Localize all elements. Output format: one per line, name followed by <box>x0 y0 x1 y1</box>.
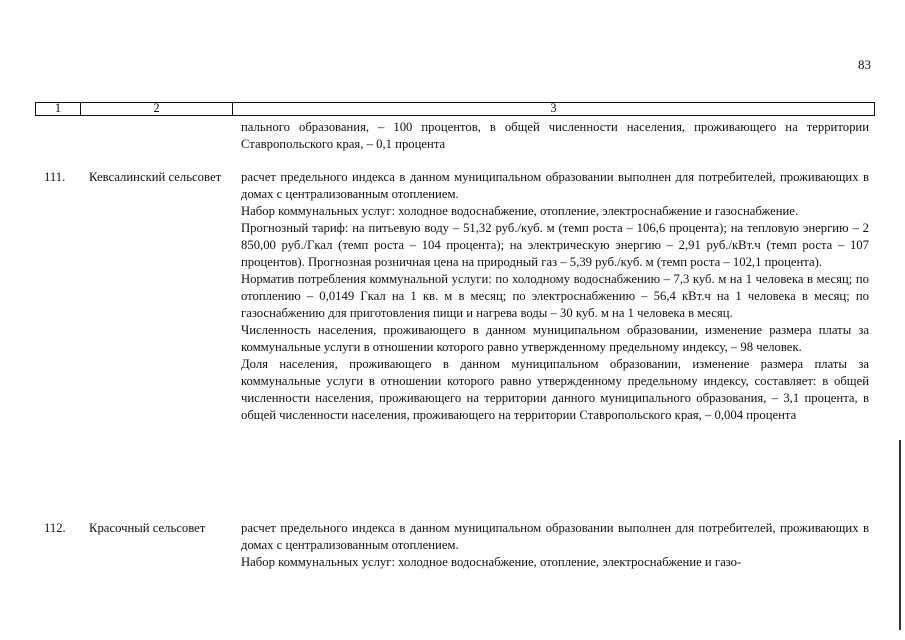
table-header-row <box>35 102 875 116</box>
entry-paragraph: Численность населения, проживающего в данном муниципальном образовании, изменение размера платы за коммунальные услуги в отношении которого равно утвержденному предельному индексу, – 98 человек. <box>241 323 869 354</box>
continuation-paragraph: пального образования, – 100 процентов, в общей численности населения, проживающего на территории Ставропольского края, – 0,1 процента <box>241 120 869 151</box>
entry-paragraph: Набор коммунальных услуг: холодное водоснабжение, отопление, электроснабжение и газоснабжение. <box>241 204 799 218</box>
entry-name: Красочный сельсовет <box>89 521 206 535</box>
entry-text <box>241 169 869 424</box>
entry-number: 112. <box>44 521 66 535</box>
entry-paragraph: Прогнозный тариф: на питьевую воду – 51,32 руб./куб. м (темп роста – 106,6 процента); на тепловую энергию – 2 850,00 руб./Гкал (темп роста – 104 процента); на электрическую энергию – 2,91 руб./кВт.ч (темп роста – 107 процентов). Прогнозная розничная цена на природный газ – 5,39 руб./куб. м (темп роста – 102,1 процента). <box>241 221 869 269</box>
entry-name: Кевсалинский сельсовет <box>89 170 222 184</box>
entry-paragraph: Норматив потребления коммунальной услуги: по холодному водоснабжению – 7,3 куб. м на 1 человека в месяц; по отоплению – 0,0149 Гкал на 1 кв. м в месяц; по электроснабжению – 56,4 кВт.ч на 1 человека в месяц; по газоснабжению для приготовления пищи и нагрева воды – 30 куб. м на 1 человека в месяц. <box>241 272 869 320</box>
header-col-3: 3 <box>550 101 557 115</box>
entry-number: 111. <box>44 170 66 184</box>
entry-paragraph: расчет предельного индекса в данном муниципальном образовании выполнен для потребителей, проживающих в домах с централизованным отоплением. <box>241 170 869 201</box>
header-col-2: 2 <box>81 103 233 115</box>
entry-text <box>241 520 869 571</box>
page-number: 83 <box>858 57 871 72</box>
margin-line <box>899 440 901 630</box>
entry-paragraph: Набор коммунальных услуг: холодное водоснабжение, отопление, электроснабжение и газо- <box>241 555 742 569</box>
continuation-text <box>241 119 869 153</box>
entry-paragraph: Доля населения, проживающего в данном муниципальном образовании, изменение размера платы за коммунальные услуги в отношении которого равно утвержденному предельному индексу, составляет: в общей численности населения, проживающего на территории данного муниципального образования, – 3,1 процента, в общей численности населения, проживающего на территории Ставропольского края, – 0,004 процента <box>241 357 869 422</box>
header-col-1: 1 <box>36 103 81 115</box>
entry-paragraph: расчет предельного индекса в данном муниципальном образовании выполнен для потребителей, проживающих в домах с централизованным отоплением. <box>241 521 869 552</box>
